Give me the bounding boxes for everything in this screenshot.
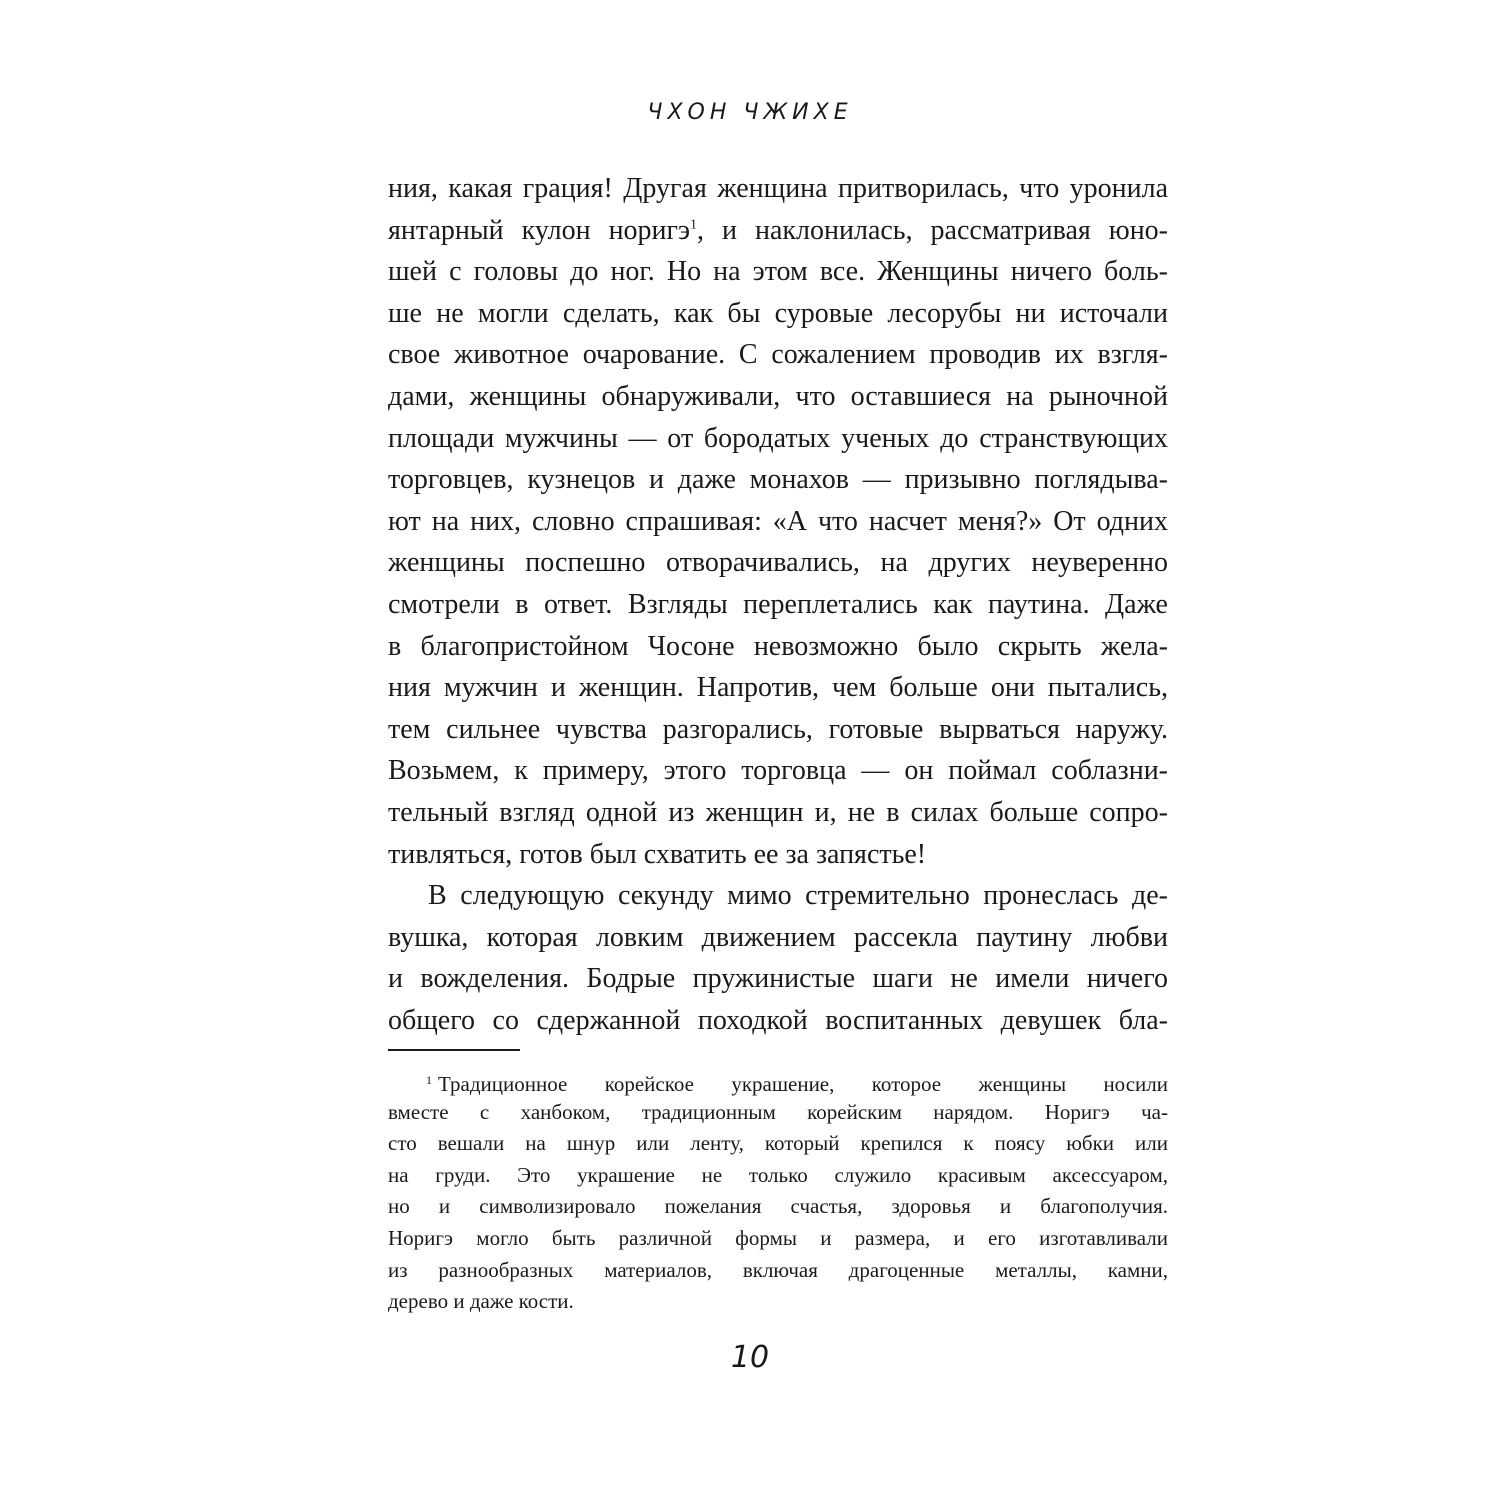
footnote-line: но и символизировало пожелания счастья, здоровья и благополучия. [388,1194,1168,1219]
text-line: в благопристойном Чосоне невозможно было скрыть жела- [388,630,1168,662]
text-line: тем сильнее чувства разгорались, готовые вырваться наружу. [388,713,1168,745]
footnote-line: $^1$ Традиционное корейское украшение, которое женщины носили [426,1072,1168,1096]
text-line: Возьмем, к примеру, этого торговца — он поймал соблазни- [388,755,1168,787]
text-line: янтарный кулон норигэ$^1$, и наклонилась, рассматривая юно- [388,214,1168,246]
page-number: 10 [730,1340,770,1375]
body-text [388,168,1168,1041]
footnote-number: 1 [426,1073,432,1087]
footnote-line: на груди. Это украшение не только служило красивым аксессуаром, [388,1162,1168,1187]
text-line: ше не могли сделать, как бы суровые лесорубы ни источали [388,297,1168,329]
text-line: ют на них, словно спрашивая: «А что насчет меня?» От одних [388,505,1168,537]
text-line: и вожделения. Бодрые пружинистые шаги не имели ничего [388,963,1168,995]
text-line: смотрели в ответ. Взгляды переплетались как паутина. Даже [388,588,1168,620]
text-line: ния, какая грация! Другая женщина притворилась, что уронила [388,173,1168,204]
text-line: тивляться, готов был схватить ее за запястье! [388,838,927,870]
text-line: общего со сдержанной походкой воспитанных девушек бла- [388,1004,1168,1036]
text-line: торговцев, кузнецов и даже монахов — призывно поглядыва- [388,464,1168,496]
text-line: вушка, которая ловким движением рассекла паутину любви [388,921,1168,953]
footnote-divider [388,1049,520,1051]
running-head: ЧХОН ЧЖИХЕ [647,100,853,125]
text-line: площади мужчины — от бородатых ученых до странствующих [388,422,1168,454]
text-line: ния мужчин и женщин. Напротив, чем больше они пытались, [388,672,1168,704]
footnote-line: из разнообразных материалов, включая драгоценные металлы, камни, [388,1257,1168,1282]
text-line: женщины поспешно отворачивались, на других неуверенно [388,547,1168,579]
text-line: свое животное очарование. С сожалением проводив их взгля- [388,339,1168,371]
footnote-line: сто вешали на шнур или ленту, который крепился к поясу юбки или [388,1131,1168,1156]
text-line: шей с головы до ног. Но на этом все. Женщины ничего боль- [388,256,1168,288]
text-line: тельный взгляд одной из женщин и, не в силах больше сопро- [388,796,1168,828]
footnote-line: дерево и даже кости. [388,1289,574,1314]
footnote-line: вместе с ханбоком, традиционным корейским нарядом. Норигэ ча- [388,1099,1168,1124]
footnote [388,1065,1168,1318]
text-line: В следующую секунду мимо стремительно пронеслась де- [428,880,1168,912]
footnote-line: Норигэ могло быть различной формы и размера, и его изготавливали [388,1225,1168,1250]
footnote-ref[interactable]: 1 [690,217,698,233]
text-line: дами, женщины обнаруживали, что оставшиеся на рыночной [388,380,1168,412]
